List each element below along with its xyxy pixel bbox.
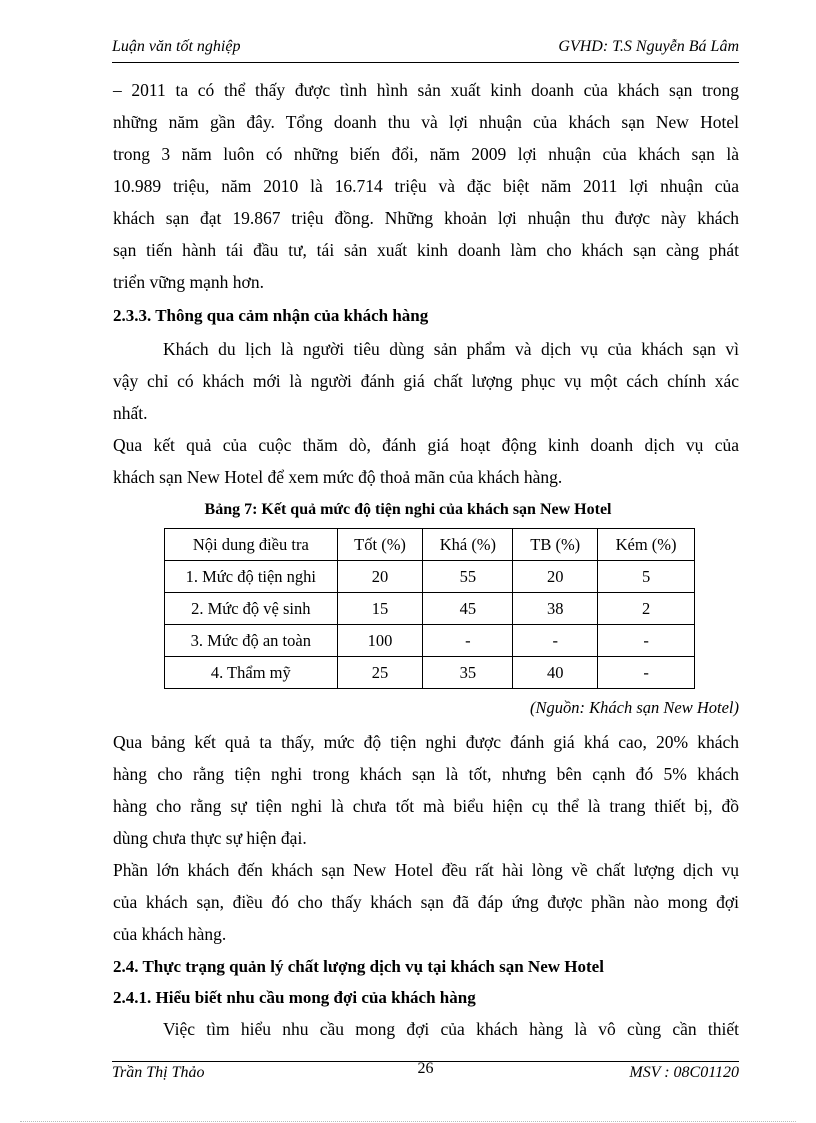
paragraph-line: dùng chưa thực sự hiện đại.	[113, 828, 307, 848]
table-row	[165, 593, 695, 625]
table-cell: 3. Mức độ an toàn	[165, 625, 338, 657]
section-heading-2-4: 2.4. Thực trạng quản lý chất lượng dịch vụ tại khách sạn New Hotel	[113, 957, 604, 976]
table-cell: 40	[513, 657, 598, 689]
table-header-cell: Kém (%)	[598, 529, 695, 561]
paragraph-line: những năm gần đây. Tổng doanh thu và lợi nhuận của khách sạn New Hotel	[113, 112, 739, 132]
table-cell: 45	[423, 593, 513, 625]
paragraph-line: hàng cho rằng sự tiện nghi là chưa tốt mà biểu hiện cụ thể là trang thiết bị, đồ	[113, 796, 739, 816]
paragraph-line: nhất.	[113, 403, 148, 423]
header-thesis-label: Luận văn tốt nghiệp	[112, 38, 241, 55]
table-cell: 5	[598, 561, 695, 593]
table-cell: -	[598, 625, 695, 657]
table-cell: 2	[598, 593, 695, 625]
table-header-cell: Khá (%)	[423, 529, 513, 561]
table-cell: 2. Mức độ vệ sinh	[165, 593, 338, 625]
paragraph-line: vậy chỉ có khách mới là người đánh giá chất lượng phục vụ một cách chính xác	[113, 371, 739, 391]
section-heading-2-3-3: 2.3.3. Thông qua cảm nhận của khách hàng	[113, 306, 429, 325]
table-cell: 15	[337, 593, 423, 625]
paragraph-line: hàng cho rằng tiện nghi trong khách sạn là tốt, nhưng bên cạnh đó 5% khách	[113, 764, 739, 784]
table-source-note: (Nguồn: Khách sạn New Hotel)	[530, 698, 739, 717]
table-header-cell: Tốt (%)	[337, 529, 423, 561]
table-row	[165, 657, 695, 689]
table-header-cell: TB (%)	[513, 529, 598, 561]
paragraph-line: của khách hàng.	[113, 924, 227, 944]
table-cell: 4. Thẩm mỹ	[165, 657, 338, 689]
table-cell: 1. Mức độ tiện nghi	[165, 561, 338, 593]
paragraph-line: trong 3 năm luôn có những biến đổi, năm 2009 lợi nhuận của khách sạn là	[113, 144, 739, 164]
table-cell: 100	[337, 625, 423, 657]
table-caption: Bảng 7: Kết quả mức độ tiện nghi của khách sạn New Hotel	[204, 501, 612, 518]
paragraph-line: Việc tìm hiểu nhu cầu mong đợi của khách hàng là vô cùng cần thiết	[163, 1019, 739, 1039]
paragraph-line: của khách sạn, điều đó cho thấy khách sạn đã đáp ứng được phần nào mong đợi	[113, 892, 739, 912]
header-advisor: GVHD: T.S Nguyễn Bá Lâm	[558, 38, 739, 55]
paragraph-line: – 2011 ta có thể thấy được tình hình sản xuất kinh doanh của khách sạn trong	[113, 80, 739, 100]
table-cell: -	[598, 657, 695, 689]
page-header	[112, 38, 739, 56]
table-cell: 55	[423, 561, 513, 593]
amenity-survey-table	[164, 528, 695, 689]
paragraph-line: Phần lớn khách đến khách sạn New Hotel đều rất hài lòng về chất lượng dịch vụ	[113, 860, 739, 880]
paragraph-line: 10.989 triệu, năm 2010 là 16.714 triệu và đặc biệt năm 2011 lợi nhuận của	[113, 176, 739, 196]
section-heading-2-4-1: 2.4.1. Hiểu biết nhu cầu mong đợi của khách hàng	[113, 988, 476, 1007]
table-header-cell: Nội dung điều tra	[165, 529, 338, 561]
paragraph-line: khách sạn đạt 19.867 triệu đồng. Những khoản lợi nhuận thu được này khách	[113, 208, 739, 228]
footer-author: Trần Thị Thảo	[112, 1064, 205, 1081]
paragraph-line: khách sạn New Hotel để xem mức độ thoả mãn của khách hàng.	[113, 467, 563, 487]
table-cell: 38	[513, 593, 598, 625]
paragraph-line: Qua bảng kết quả ta thấy, mức độ tiện nghi được đánh giá khá cao, 20% khách	[113, 732, 739, 752]
table-header-row	[165, 529, 695, 561]
paragraph-line: sạn tiến hành tái đầu tư, tái sản xuất kinh doanh làm cho khách sạn càng phát	[113, 240, 739, 260]
footer-student-id: MSV : 08C01120	[629, 1064, 739, 1081]
table-row	[165, 561, 695, 593]
table-cell: -	[423, 625, 513, 657]
paragraph-line: Qua kết quả của cuộc thăm dò, đánh giá hoạt động kinh doanh dịch vụ của	[113, 435, 739, 455]
table-cell: 20	[337, 561, 423, 593]
paragraph-line: triển vững mạnh hơn.	[113, 272, 264, 292]
table-cell: 35	[423, 657, 513, 689]
paragraph-line: Khách du lịch là người tiêu dùng sản phẩm và dịch vụ của khách sạn vì	[163, 339, 739, 359]
header-divider	[112, 62, 739, 63]
page-edge-dots	[20, 1121, 796, 1122]
page-number: 26	[417, 1060, 434, 1077]
table-cell: 20	[513, 561, 598, 593]
table-cell: -	[513, 625, 598, 657]
table-cell: 25	[337, 657, 423, 689]
table-row	[165, 625, 695, 657]
